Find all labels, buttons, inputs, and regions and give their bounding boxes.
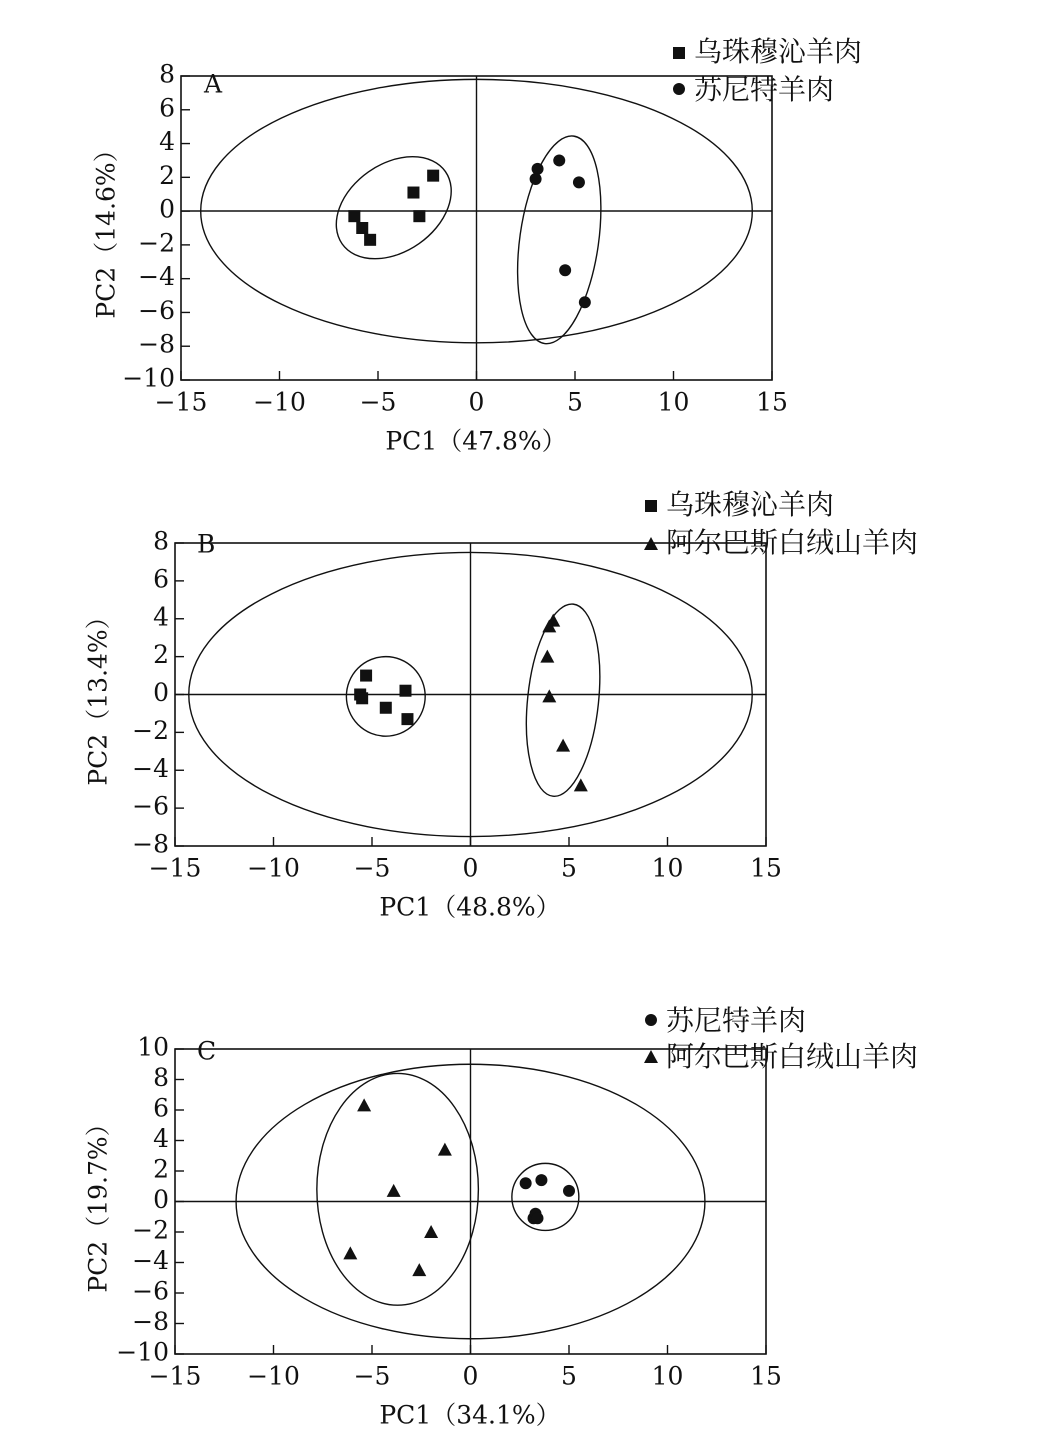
x-tick-label: 10 <box>651 1361 684 1391</box>
y-tick-label: −8 <box>132 829 169 859</box>
y-tick-label: −10 <box>122 363 175 393</box>
legend-marker-triangle <box>644 1050 658 1063</box>
y-tick-label: 0 <box>159 194 175 224</box>
y-tick-label: −2 <box>132 715 169 745</box>
y-tick-label: −4 <box>138 262 175 292</box>
point-circle <box>563 1185 575 1197</box>
y-tick-label: −4 <box>132 1246 169 1275</box>
point-circle <box>520 1177 532 1189</box>
point-triangle <box>387 1184 401 1197</box>
y-tick-label: −4 <box>132 753 169 783</box>
point-triangle <box>556 739 570 752</box>
point-circle <box>532 163 544 175</box>
y-tick-label: 8 <box>153 526 169 556</box>
y-axis-title: PC2（19.7%） <box>83 1111 113 1293</box>
point-triangle <box>343 1246 357 1259</box>
y-tick-label: 0 <box>153 678 169 707</box>
x-ticks <box>149 837 782 883</box>
point-square <box>356 222 368 234</box>
y-tick-label: −10 <box>116 1337 169 1367</box>
point-square <box>427 170 439 182</box>
y-tick-label: 8 <box>153 1063 169 1092</box>
point-triangle <box>424 1225 438 1238</box>
x-tick-label: −5 <box>359 387 397 417</box>
point-square <box>407 187 419 199</box>
x-tick-label: 5 <box>561 1361 577 1391</box>
x-tick-label: 5 <box>567 387 583 417</box>
x-tick-label: 0 <box>468 387 485 417</box>
x-tick-label: −10 <box>253 387 306 417</box>
y-tick-label: −8 <box>132 1307 169 1336</box>
x-tick-label: 15 <box>750 853 782 883</box>
y-tick-label: 0 <box>153 1185 169 1214</box>
x-axis-title: PC1（47.8%） <box>385 426 567 456</box>
point-circle <box>573 176 585 188</box>
y-tick-label: 4 <box>153 602 169 632</box>
x-ticks <box>149 1345 782 1391</box>
y-tick-label: 6 <box>153 1093 169 1123</box>
point-square <box>364 234 376 246</box>
point-square <box>401 713 413 725</box>
legend-label: 阿尔巴斯白绒山羊肉 <box>666 526 919 559</box>
legend <box>644 488 918 559</box>
x-tick-label: 0 <box>462 1361 479 1391</box>
group-ellipse <box>512 1163 579 1230</box>
y-tick-label: 6 <box>153 564 169 594</box>
point-circle <box>553 154 565 166</box>
x-tick-label: 10 <box>657 387 690 417</box>
x-tick-label: −15 <box>148 1361 202 1391</box>
point-circle <box>559 264 571 276</box>
x-tick-label: 15 <box>750 1361 782 1391</box>
y-tick-label: −2 <box>132 1215 169 1245</box>
panel-label: B <box>197 529 216 559</box>
point-square <box>348 210 360 222</box>
y-axis-title: PC2（13.4%） <box>83 604 113 786</box>
y-ticks <box>116 1033 184 1367</box>
point-triangle <box>542 689 556 702</box>
y-tick-label: 6 <box>159 93 175 123</box>
group-ellipse <box>317 136 471 280</box>
y-tick-label: 2 <box>159 160 175 190</box>
panel-b <box>84 488 919 922</box>
legend <box>644 1004 918 1073</box>
point-triangle <box>438 1143 452 1156</box>
legend-marker-circle <box>673 83 685 95</box>
y-ticks <box>132 527 184 859</box>
x-tick-label: −15 <box>154 387 208 417</box>
group-ellipse <box>518 600 609 800</box>
legend-marker-circle <box>645 1014 657 1026</box>
legend-label: 乌珠穆沁羊肉 <box>694 35 863 68</box>
y-tick-label: 10 <box>137 1032 169 1062</box>
x-tick-label: −10 <box>247 853 300 883</box>
y-tick-label: −8 <box>138 329 175 359</box>
point-circle <box>531 1212 543 1224</box>
point-circle <box>530 173 542 185</box>
x-tick-label: −10 <box>247 1361 300 1391</box>
legend-label: 乌珠穆沁羊肉 <box>666 488 835 521</box>
y-ticks <box>122 60 190 393</box>
y-tick-label: 4 <box>153 1124 169 1153</box>
point-circle <box>579 296 591 308</box>
x-axis-title: PC1（34.1%） <box>379 1400 561 1430</box>
y-tick-label: 2 <box>153 1154 169 1184</box>
point-triangle <box>357 1098 371 1111</box>
y-tick-label: −6 <box>132 791 169 821</box>
y-tick-label: −6 <box>138 295 175 325</box>
point-square <box>380 702 392 714</box>
data-points <box>343 1098 575 1276</box>
point-square <box>413 210 425 222</box>
panel-a <box>92 35 863 456</box>
y-tick-label: −2 <box>138 228 175 258</box>
legend-marker-square <box>673 47 685 59</box>
x-tick-label: −15 <box>148 853 202 883</box>
y-tick-label: 2 <box>153 640 169 670</box>
point-circle <box>535 1174 547 1186</box>
legend-marker-square <box>645 500 657 512</box>
panel-c <box>84 1004 919 1430</box>
point-square <box>399 685 411 697</box>
legend-label: 阿尔巴斯白绒山羊肉 <box>666 1040 919 1073</box>
point-triangle <box>540 650 554 663</box>
y-axis-title: PC2（14.6%） <box>91 137 121 319</box>
point-square <box>360 670 372 682</box>
panel-label: A <box>204 69 223 99</box>
x-axis-title: PC1（48.8%） <box>379 892 561 922</box>
x-tick-label: 5 <box>561 853 577 883</box>
legend-label: 苏尼特羊肉 <box>694 73 835 106</box>
x-tick-label: 0 <box>462 853 479 883</box>
legend <box>673 35 862 106</box>
data-points <box>348 154 590 308</box>
y-tick-label: 8 <box>159 59 175 89</box>
x-tick-label: 10 <box>651 853 684 883</box>
legend-label: 苏尼特羊肉 <box>666 1004 807 1037</box>
x-tick-label: −5 <box>353 1361 391 1391</box>
point-triangle <box>412 1263 426 1276</box>
group-ellipse <box>317 1073 479 1305</box>
point-square <box>356 692 368 704</box>
x-tick-label: −5 <box>353 853 391 883</box>
y-tick-label: −6 <box>132 1276 169 1306</box>
panel-label: C <box>197 1036 217 1066</box>
x-tick-label: 15 <box>756 387 788 417</box>
x-ticks <box>155 371 788 417</box>
y-tick-label: 4 <box>159 127 175 157</box>
